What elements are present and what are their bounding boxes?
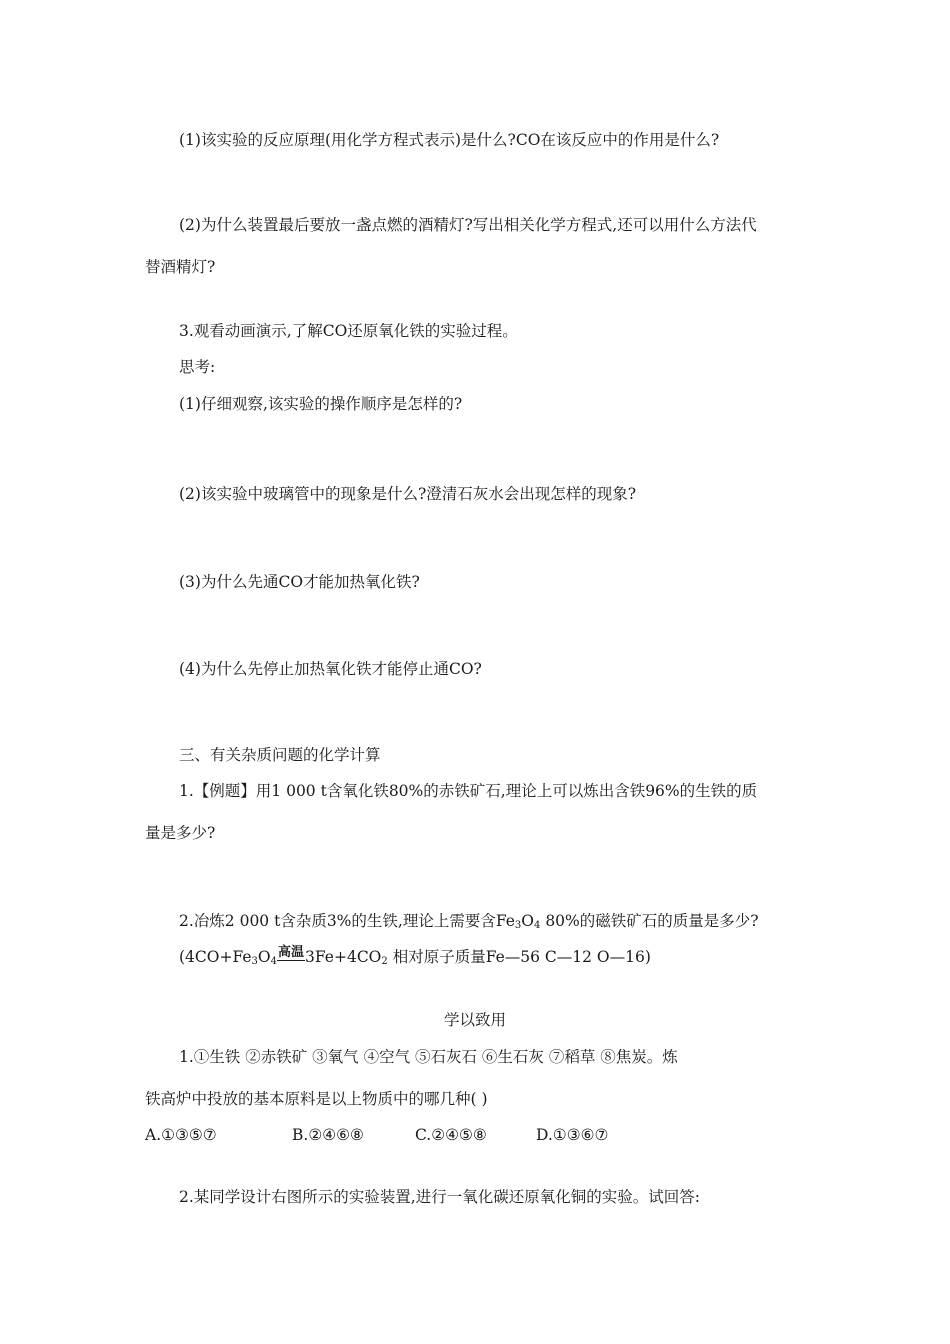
- example-2-text: 2.冶炼2 000 t含杂质3%的生铁,理论上需要含Fe: [179, 912, 515, 930]
- apply-question-2: 2.某同学设计右图所示的实验装置,进行一氧化碳还原氧化铜的实验。试回答:: [179, 1188, 700, 1206]
- products: 3Fe+4CO: [305, 948, 382, 966]
- question-1-1: (1)该实验的反应原理(用化学方程式表示)是什么?CO在该反应中的作用是什么?: [179, 131, 720, 149]
- example-1-line2: 量是多少?: [145, 824, 216, 842]
- subscript: 3: [514, 920, 522, 931]
- subscript: 3: [251, 956, 258, 967]
- chemical-equation: [179, 947, 651, 967]
- apply-question-1-line1: 1.①生铁 ②赤铁矿 ③氧气 ④空气 ⑤石灰石 ⑥生石灰 ⑦稻草 ⑧焦炭。炼: [179, 1048, 678, 1066]
- atomic-masses: 相对原子质量Fe—56 C—12 O—16): [387, 948, 651, 966]
- subscript: 2: [381, 956, 388, 967]
- option-c: C.②④⑤⑧: [415, 1126, 487, 1144]
- apply-section-title: 学以致用: [443, 1011, 506, 1029]
- subscript: 4: [270, 956, 278, 967]
- oxygen-symbol: O: [257, 948, 271, 966]
- think-label: 思考:: [179, 358, 216, 376]
- section-heading-3: 三、有关杂质问题的化学计算: [179, 746, 381, 764]
- oxygen-symbol: O: [521, 912, 535, 930]
- example-2: [179, 911, 759, 931]
- think-question-3: (3)为什么先通CO才能加热氧化铁?: [179, 573, 420, 591]
- option-a: A.①③⑤⑦: [145, 1126, 217, 1144]
- think-question-1: (1)仔细观察,该实验的操作顺序是怎样的?: [179, 395, 463, 413]
- subscript: 4: [534, 920, 541, 931]
- think-question-4: (4)为什么先停止加热氧化铁才能停止通CO?: [179, 660, 482, 678]
- option-b: B.②④⑥⑧: [292, 1126, 364, 1144]
- item-3: 3.观看动画演示,了解CO还原氧化铁的实验过程。: [179, 322, 518, 340]
- option-d: D.①③⑥⑦: [536, 1126, 609, 1144]
- apply-question-1-line2: 铁高炉中投放的基本原料是以上物质中的哪几种( ): [145, 1090, 488, 1108]
- question-1-2-line1: (2)为什么装置最后要放一盏点燃的酒精灯?写出相关化学方程式,还可以用什么方法代: [179, 216, 757, 234]
- example-2-text-end: 80%的磁铁矿石的质量是多少?: [540, 912, 759, 930]
- reaction-condition: 高温: [278, 945, 305, 960]
- question-1-2-line2: 替酒精灯?: [145, 258, 216, 276]
- think-question-2: (2)该实验中玻璃管中的现象是什么?澄清石灰水会出现怎样的现象?: [179, 485, 637, 503]
- reactants: (4CO+Fe: [179, 948, 252, 966]
- example-1-line1: 1.【例题】用1 000 t含氧化铁80%的赤铁矿石,理论上可以炼出含铁96%的生铁的质: [179, 782, 758, 800]
